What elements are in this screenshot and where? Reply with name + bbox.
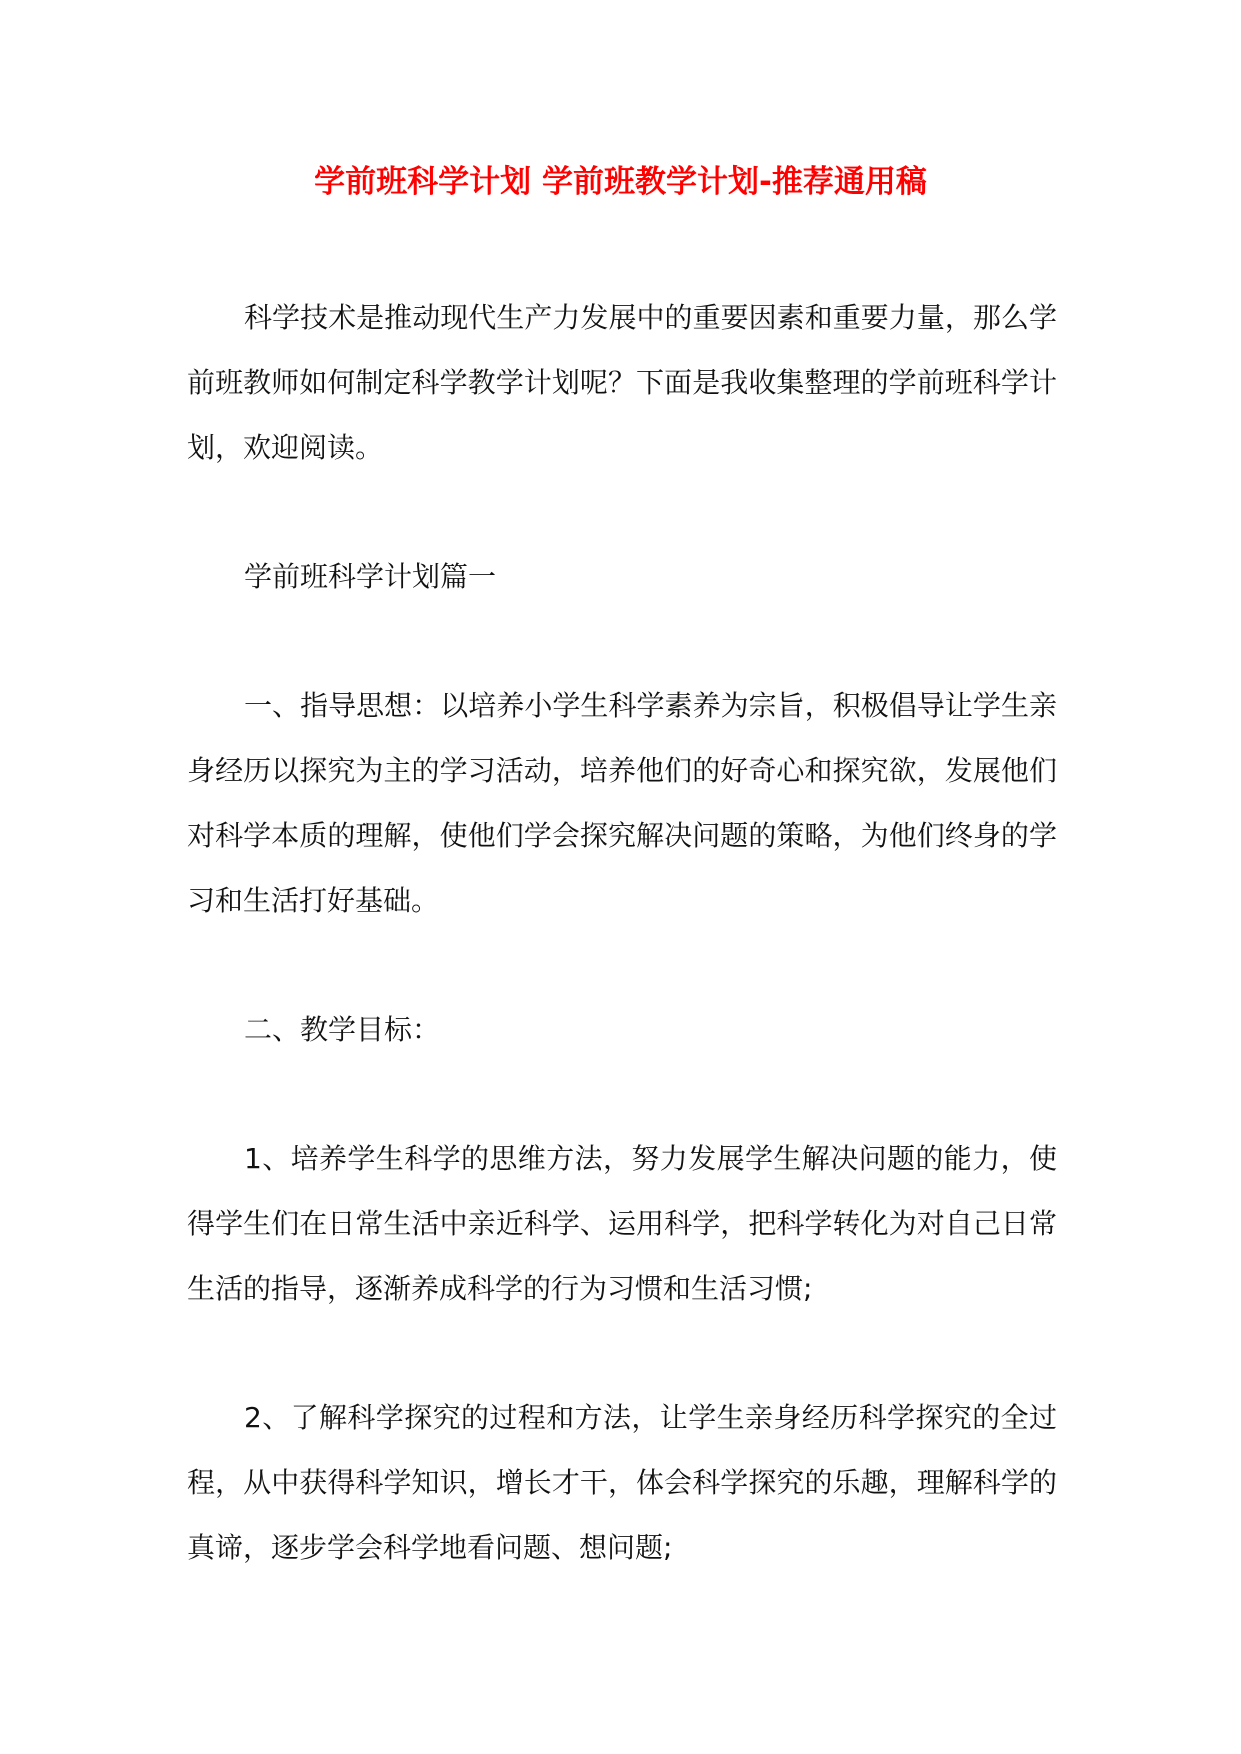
goal-item-1: 1、培养学生科学的思维方法，努力发展学生解决问题的能力，使得学生们在日常生活中亲近科学、运用科学，把科学转化为对自己日常生活的指导，逐渐养成科学的行为习惯和生活习惯; (187, 1142, 1057, 1305)
goal-item-2: 2、了解科学探究的过程和方法，让学生亲身经历科学探究的全过程，从中获得科学知识，增长才干，体会科学探究的乐趣，理解科学的真谛，逐步学会科学地看问题、想问题; (187, 1401, 1057, 1564)
intro-paragraph: 科学技术是推动现代生产力发展中的重要因素和重要力量，那么学前班教师如何制定科学教学计划呢？下面是我收集整理的学前班科学计划，欢迎阅读。 (187, 301, 1057, 464)
document-title: 学前班科学计划 学前班教学计划-推荐通用稿 (314, 164, 927, 200)
guiding-principle-paragraph: 一、指导思想：以培养小学生科学素养为宗旨，积极倡导让学生亲身经历以探究为主的学习活动，培养他们的好奇心和探究欲，发展他们对科学本质的理解，使他们学会探究解决问题的策略，为他们终身的学习和生活打好基础。 (187, 689, 1057, 917)
section-heading: 学前班科学计划篇一 (244, 560, 497, 593)
teaching-goals-heading: 二、教学目标： (244, 1013, 441, 1046)
